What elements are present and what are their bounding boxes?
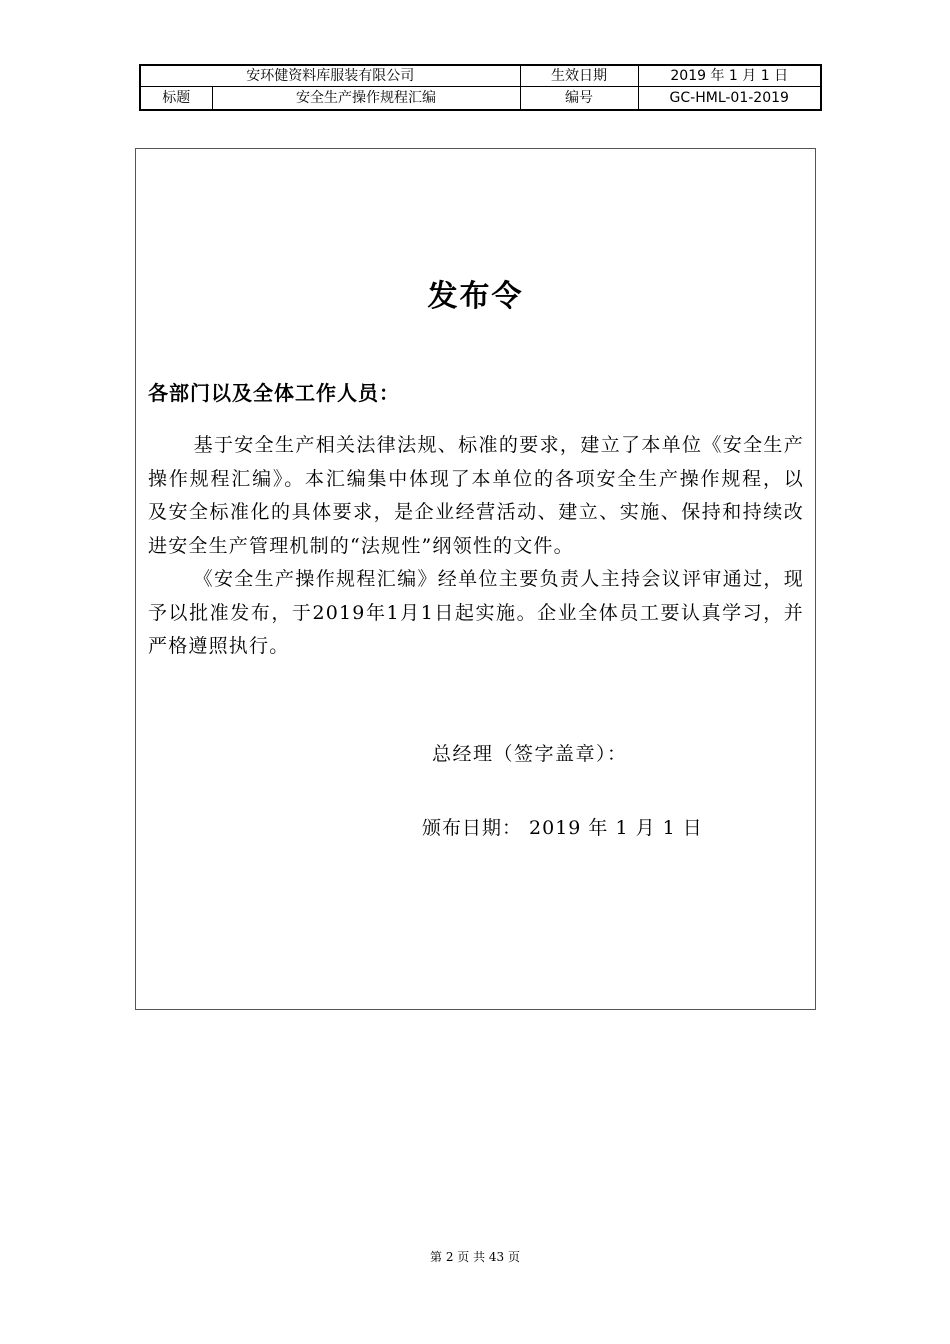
- salutation: 各部门以及全体工作人员：: [148, 381, 400, 405]
- title-value: 安全生产操作规程汇编: [212, 87, 520, 111]
- content-frame: [135, 148, 816, 1010]
- effective-date-value: 2019 年 1 月 1 日: [638, 65, 821, 87]
- header-row-1: [140, 65, 821, 87]
- number-value: GC-HML-01-2019: [638, 87, 821, 111]
- number-label: 编号: [520, 87, 638, 111]
- signature-line: 总经理（签字盖章）：: [432, 743, 628, 765]
- page-number: 第 2 页 共 43 页: [430, 1250, 520, 1264]
- document-header-table: [139, 64, 822, 111]
- paragraph-1: 基于安全生产相关法律法规、标准的要求，建立了本单位《安全生产操作规程汇编》。本汇编集中体现了本单位的各项安全生产操作规程，以及安全标准化的具体要求，是企业经营活动、建立、实施、保持和持续改进安全生产管理机制的“法规性”纲领性的文件。: [148, 434, 804, 557]
- header-row-2: [140, 87, 821, 111]
- release-date: 颁布日期： 2019 年 1 月 1 日: [422, 817, 703, 839]
- effective-date-label: 生效日期: [520, 65, 638, 87]
- company-name: 安环健资料库服装有限公司: [140, 65, 520, 87]
- page-title: 发布令: [427, 279, 524, 314]
- body-text: [148, 429, 804, 664]
- title-label: 标题: [140, 87, 212, 111]
- paragraph-2: 《安全生产操作规程汇编》经单位主要负责人主持会议评审通过，现予以批准发布，于2019年1月1日起实施。企业全体员工要认真学习，并严格遵照执行。: [148, 568, 804, 657]
